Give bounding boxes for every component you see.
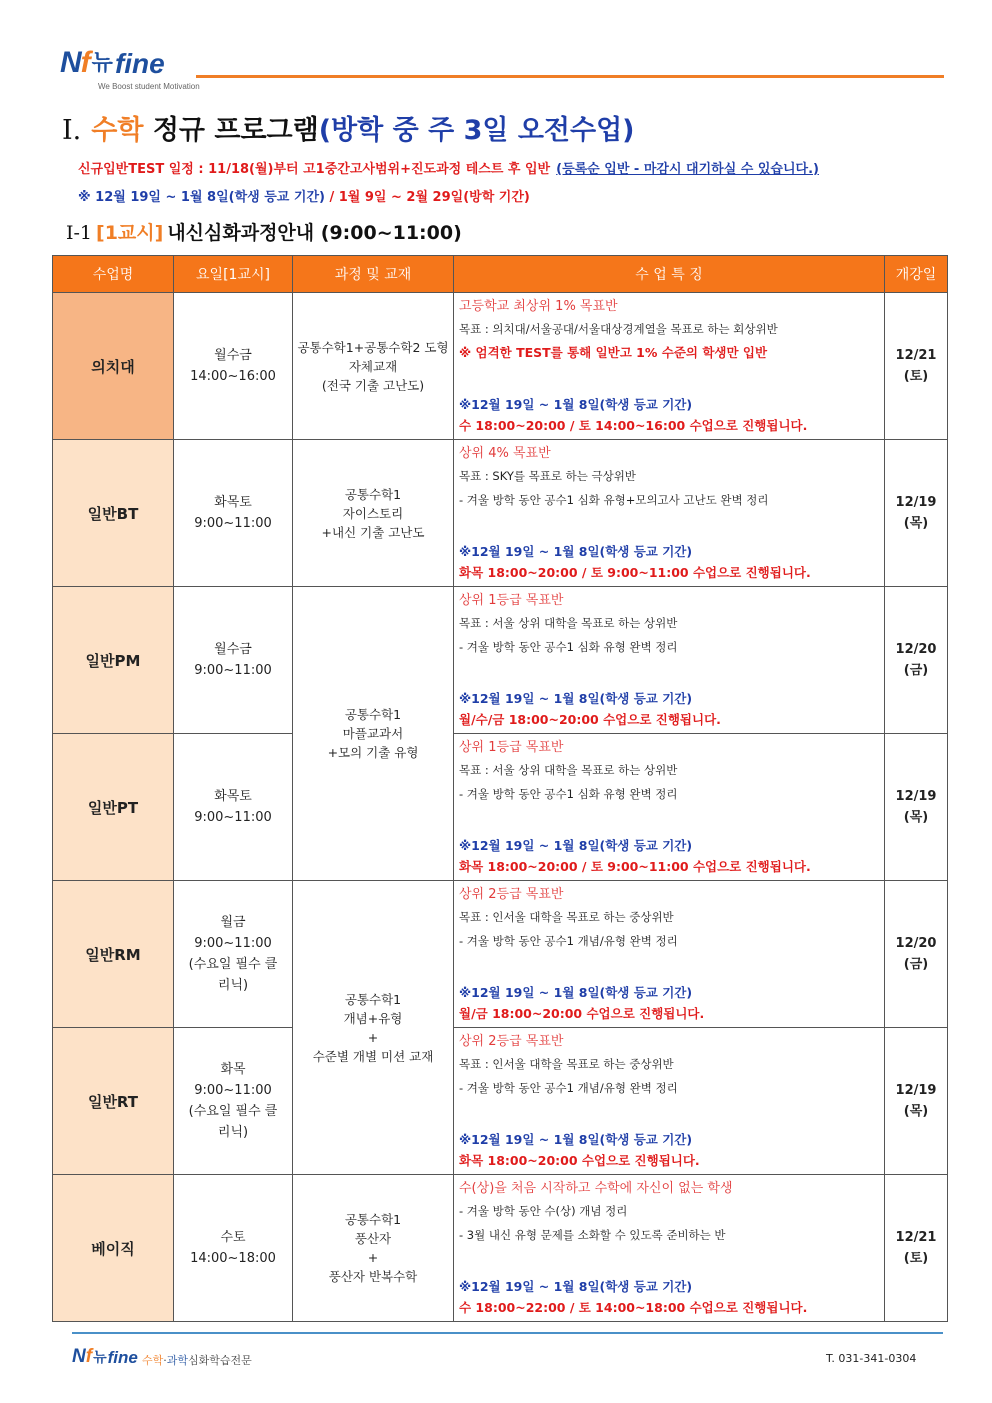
footer-tag-math: 수학 [142,1354,164,1367]
footer-logo-english: fine [107,1348,138,1367]
feature-line: 목표 : SKY를 목표로 하는 극상위반 [459,469,636,483]
class-time: 14:00~16:00 [190,369,276,384]
class-name: 일반RM [53,881,174,1028]
header-days: 요일[1교시] [174,256,293,293]
table-row [53,440,948,587]
feature-line: - 겨울 방학 동안 수(상) 개념 정리 [459,1204,628,1218]
feature-schedule-note [459,835,811,877]
class-schedule [174,1175,293,1322]
class-name: 일반RT [53,1028,174,1175]
open-date: 12/20 [895,936,937,951]
enrollment-order-note: (등록순 입반 - 마감시 대기하실 수 있습니다.) [556,162,819,177]
header-divider [196,75,944,78]
footer-logo-mark: Nf [72,1346,93,1367]
class-features [454,881,885,1028]
course-line: 수준별 개별 미션 교재 [312,1048,434,1064]
open-date: 12/21 [895,348,937,363]
course-line: +내신 기출 고난도 [321,524,425,540]
feature-line: - 겨울 방학 동안 공수1 개념/유형 완벽 정리 [459,934,678,948]
class-time: 9:00~11:00 [194,936,272,951]
class-time: 9:00~11:00 [194,1083,272,1098]
feature-warning: ※ 엄격한 TEST를 통해 일반고 1% 수준의 학생만 입반 [459,345,768,360]
section-heading [66,218,462,245]
feature-line: 목표 : 의치대/서울공대/서울대상경계열을 목표로 하는 회상위반 [459,322,778,336]
course-line: +모의 기출 유형 [327,745,419,760]
class-schedule [174,734,293,881]
open-date: 12/20 [895,642,937,657]
table-row [53,587,948,734]
footer-logo-korean: 뉴 [93,1350,107,1366]
class-schedule [174,881,293,1028]
class-open-date [885,440,948,587]
feature-line: 목표 : 인서울 대학을 목표로 하는 중상위반 [459,910,674,924]
class-time: 9:00~11:00 [194,810,272,825]
class-features [454,587,885,734]
logo-english-name: fine [114,48,165,79]
session-time-note: 월/금 18:00~20:00 수업으로 진행됩니다. [459,1006,705,1021]
class-name: 베이직 [53,1175,174,1322]
course-line: 자이스토리 [342,505,404,521]
school-period-note: ※12월 19일 ~ 1월 8일(학생 등교 기간) [459,985,693,1000]
class-course [293,1175,454,1322]
session-time-note: 월/수/금 18:00~20:00 수업으로 진행됩니다. [459,712,721,727]
period-notice [78,186,530,205]
class-time: 9:00~11:00 [194,516,272,531]
course-line: 풍산자 [354,1231,392,1246]
header-open-date: 개강일 [885,256,948,293]
class-days: 수토 [220,1230,246,1245]
table-row [53,734,948,881]
table-row [53,1175,948,1322]
logo-mark: Nf [60,46,90,79]
class-days: 화목 [220,1062,246,1077]
header-course: 과정 및 교재 [293,256,454,293]
class-schedule [174,1028,293,1175]
section-title: 내신심화과정안내 (9:00~11:00) [167,222,462,244]
session-time-note: 화목 18:00~20:00 수업으로 진행됩니다. [459,1153,700,1168]
class-course [293,587,454,881]
class-open-date [885,1028,948,1175]
school-period-note: ※12월 19일 ~ 1월 8일(학생 등교 기간) [459,397,693,412]
feature-line: 목표 : 인서울 대학을 목표로 하는 중상위반 [459,1057,674,1071]
class-features [454,734,885,881]
open-date: 12/19 [895,495,937,510]
title-main: 정규 프로그램 [143,115,319,146]
course-line: (전국 기출 고난도) [321,377,425,393]
session-time-note: 수 18:00~22:00 / 토 14:00~18:00 수업으로 진행됩니다. [459,1300,808,1315]
class-time: 14:00~18:00 [190,1251,276,1266]
class-name: 일반PT [53,734,174,881]
open-weekday: (금) [903,663,929,678]
feature-line: - 3월 내신 유형 문제를 소화할 수 있도록 준비하는 반 [459,1228,726,1242]
footer-divider [72,1332,943,1334]
class-goal: 고등학교 최상위 1% 목표반 [459,299,618,314]
course-line: 풍산자 반복수학 [328,1269,418,1284]
program-table [52,255,948,1322]
footer-logo [72,1347,138,1367]
school-period-text: ※ 12월 19일 ~ 1월 8일(학생 등교 기간) [78,190,325,205]
class-open-date [885,587,948,734]
class-clinic-note: (수요일 필수 클리닉) [188,1104,278,1140]
class-course [293,881,454,1175]
table-header-row [53,256,948,293]
class-features [454,293,885,440]
feature-schedule-note [459,1276,807,1318]
class-open-date [885,881,948,1028]
course-line: 공통수학1 [344,991,402,1007]
class-goal: 상위 4% 목표반 [459,446,551,461]
class-open-date [885,734,948,881]
footer-tagline [142,1352,252,1368]
footer-tag-dot: · [163,1354,167,1367]
feature-line: - 겨울 방학 동안 공수1 심화 유형 완벽 정리 [459,787,678,801]
school-period-note: ※12월 19일 ~ 1월 8일(학생 등교 기간) [459,691,693,706]
class-features [454,1175,885,1322]
school-period-note: ※12월 19일 ~ 1월 8일(학생 등교 기간) [459,544,693,559]
class-clinic-note: (수요일 필수 클리닉) [188,957,278,993]
open-weekday: (토) [903,369,929,384]
course-line: + [367,1250,379,1265]
class-days: 화목토 [214,789,252,804]
course-line: 개념+유형 [343,1010,403,1026]
session-time-note: 수 18:00~20:00 / 토 14:00~16:00 수업으로 진행됩니다. [459,418,808,433]
course-line: + [367,1029,379,1045]
feature-line: - 겨울 방학 동안 공수1 개념/유형 완벽 정리 [459,1081,678,1095]
class-course [293,293,454,440]
course-line: 공통수학1 [344,1212,402,1227]
footer-tag-science: 과학 [166,1354,189,1367]
class-features [454,440,885,587]
class-time: 9:00~11:00 [194,663,272,678]
course-line: 공통수학1 [344,486,402,502]
table-row [53,293,948,440]
class-days: 월수금 [214,642,252,657]
class-name: 의치대 [53,293,174,440]
feature-line: 목표 : 서울 상위 대학을 목표로 하는 상위반 [459,763,678,777]
table-row [53,881,948,1028]
feature-schedule-note [459,1129,700,1171]
class-name: 일반PM [53,587,174,734]
class-goal: 상위 1등급 목표반 [459,740,564,755]
class-schedule [174,440,293,587]
class-schedule [174,293,293,440]
title-schedule: (방학 중 주 3일 오전수업) [318,115,635,146]
header-features: 수 업 특 징 [454,256,885,293]
footer-tag-specialty: 심화학습전문 [188,1354,252,1367]
title-roman-numeral: Ⅰ. [62,115,82,146]
feature-schedule-note [459,394,807,436]
open-date: 12/19 [895,1083,937,1098]
brand-logo [60,48,165,78]
class-goal: 수(상)을 처음 시작하고 수학에 자신이 없는 학생 [459,1181,733,1196]
open-weekday: (금) [903,957,929,972]
session-time-note: 화목 18:00~20:00 / 토 9:00~11:00 수업으로 진행됩니다. [459,859,811,874]
section-period: [1교시] [96,222,164,244]
open-weekday: (토) [903,1251,929,1266]
school-period-note: ※12월 19일 ~ 1월 8일(학생 등교 기간) [459,1132,693,1147]
class-features [454,1028,885,1175]
open-date: 12/21 [895,1230,937,1245]
course-line: 마플교과서 [342,726,404,741]
page-title [62,108,635,147]
class-schedule [174,587,293,734]
vacation-period-text: / 1월 9일 ~ 2월 29일(방학 기간) [324,190,530,205]
feature-line: 목표 : 서울 상위 대학을 목표로 하는 상위반 [459,616,678,630]
class-goal: 상위 1등급 목표반 [459,593,564,608]
open-weekday: (목) [903,516,929,531]
section-number: Ⅰ-1 [66,222,93,244]
entrance-test-text: 신규입반TEST 일정 : 11/18(월)부터 고1중간고사범위+진도과정 테스트 후 입반 [78,162,551,177]
feature-line: - 겨울 방학 동안 공수1 심화 유형+모의고사 고난도 완벽 정리 [459,493,769,507]
class-days: 월수금 [214,348,252,363]
table-row [53,1028,948,1175]
class-goal: 상위 2등급 목표반 [459,1034,564,1049]
logo-tagline: We Boost student Motivation [98,82,200,91]
open-date: 12/19 [895,789,937,804]
class-days: 월금 [220,915,246,930]
course-line: 공통수학1+공통수학2 도형 [297,339,449,355]
class-goal: 상위 2등급 목표반 [459,887,564,902]
title-subject: 수학 [91,115,144,146]
class-open-date [885,1175,948,1322]
feature-line: - 겨울 방학 동안 공수1 심화 유형 완벽 정리 [459,640,678,654]
header-class-name: 수업명 [53,256,174,293]
class-days: 화목토 [214,495,252,510]
course-line: 공통수학1 [344,707,402,722]
feature-schedule-note [459,688,721,730]
session-time-note: 화목 18:00~20:00 / 토 9:00~11:00 수업으로 진행됩니다. [459,565,811,580]
course-line: 자체교재 [348,358,398,374]
logo-korean-name: 뉴 [91,51,113,76]
feature-schedule-note [459,982,704,1024]
feature-schedule-note [459,541,811,583]
entrance-test-notice [78,158,819,177]
class-open-date [885,293,948,440]
school-period-note: ※12월 19일 ~ 1월 8일(학생 등교 기간) [459,838,693,853]
open-weekday: (목) [903,810,929,825]
school-period-note: ※12월 19일 ~ 1월 8일(학생 등교 기간) [459,1279,693,1294]
open-weekday: (목) [903,1104,929,1119]
footer-phone: T. 031-341-0304 [826,1352,917,1365]
class-course [293,440,454,587]
class-name: 일반BT [53,440,174,587]
